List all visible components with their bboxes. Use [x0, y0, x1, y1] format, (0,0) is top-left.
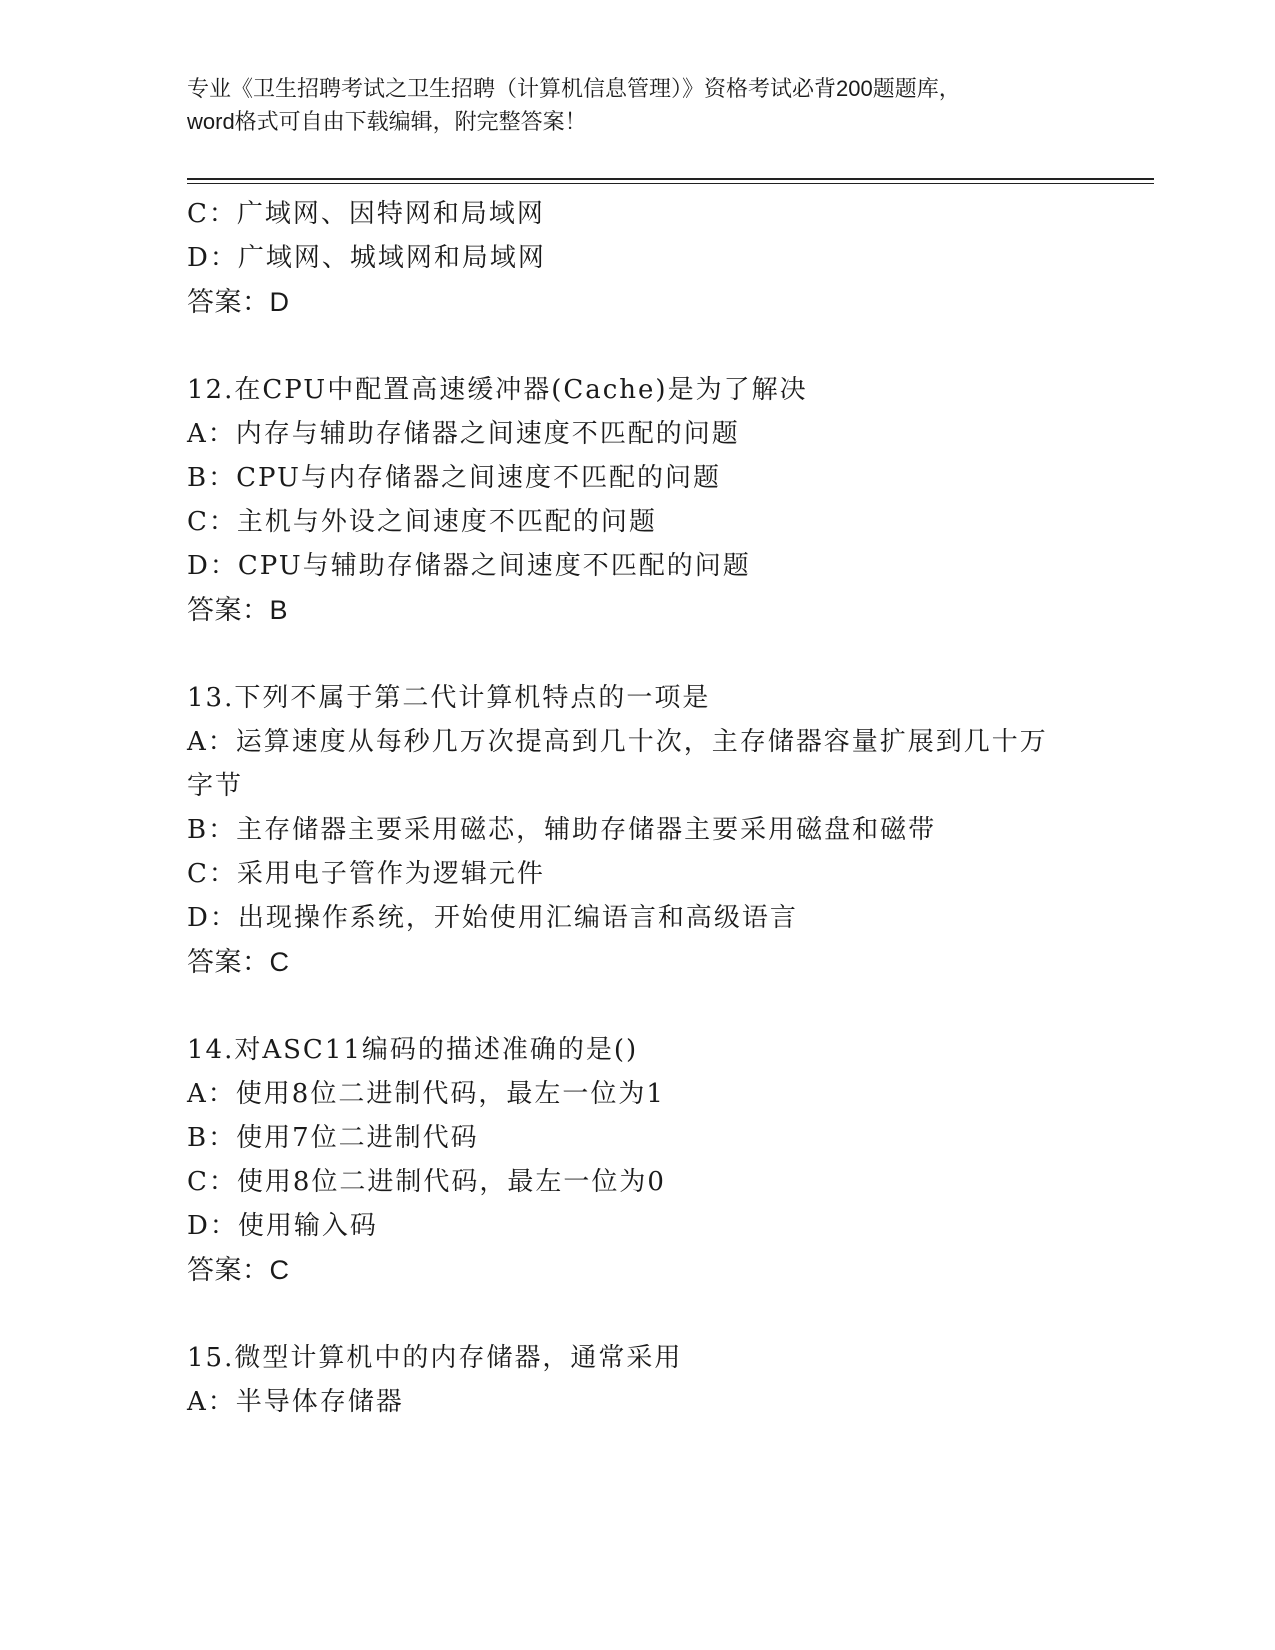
q14-option-c: C：使用8位二进制代码，最左一位为0 — [187, 1167, 666, 1197]
header-rule-thick — [187, 178, 1154, 180]
q13-question: 13.下列不属于第二代计算机特点的一项是 — [187, 683, 711, 713]
q13-option-c: C：采用电子管作为逻辑元件 — [187, 859, 545, 889]
q13-answer: 答案：C — [187, 947, 290, 977]
q14-question: 14.对ASC11编码的描述准确的是() — [187, 1035, 639, 1065]
q12-answer: 答案：B — [187, 595, 289, 625]
q12-option-a: A：内存与辅助存储器之间速度不匹配的问题 — [187, 419, 740, 449]
page-header — [187, 72, 1087, 138]
q14-option-a: A：使用8位二进制代码，最左一位为1 — [187, 1079, 665, 1109]
q13-option-a-line-1: A：运算速度从每秒几万次提高到几十次，主存储器容量扩展到几十万 — [187, 727, 1048, 757]
q11-answer: 答案：D — [187, 287, 290, 317]
q15-question: 15.微型计算机中的内存储器，通常采用 — [187, 1343, 683, 1373]
q12-option-c: C：主机与外设之间速度不匹配的问题 — [187, 507, 657, 537]
header-line-2: word格式可自由下载编辑，附完整答案！ — [187, 109, 587, 134]
q12-question: 12.在CPU中配置高速缓冲器(Cache)是为了解决 — [187, 375, 808, 405]
q14-option-d: D：使用输入码 — [187, 1211, 378, 1241]
q12-option-b: B：CPU与内存储器之间速度不匹配的问题 — [187, 463, 721, 493]
q13-option-a-line-2: 字节 — [187, 771, 244, 801]
q15-option-a: A：半导体存储器 — [187, 1387, 404, 1417]
header-rule-thin — [187, 183, 1154, 184]
q14-answer: 答案：C — [187, 1255, 290, 1285]
header-line-1: 专业《卫生招聘考试之卫生招聘（计算机信息管理）》资格考试必背200题题库， — [187, 76, 961, 101]
q11-option-c: C：广域网、因特网和局域网 — [187, 199, 545, 229]
q14-option-b: B：使用7位二进制代码 — [187, 1123, 479, 1153]
q12-option-d: D：CPU与辅助存储器之间速度不匹配的问题 — [187, 551, 751, 581]
q13-option-b: B：主存储器主要采用磁芯，辅助存储器主要采用磁盘和磁带 — [187, 815, 937, 845]
q11-option-d: D：广域网、城域网和局域网 — [187, 243, 546, 273]
q13-option-d: D：出现操作系统，开始使用汇编语言和高级语言 — [187, 903, 798, 933]
